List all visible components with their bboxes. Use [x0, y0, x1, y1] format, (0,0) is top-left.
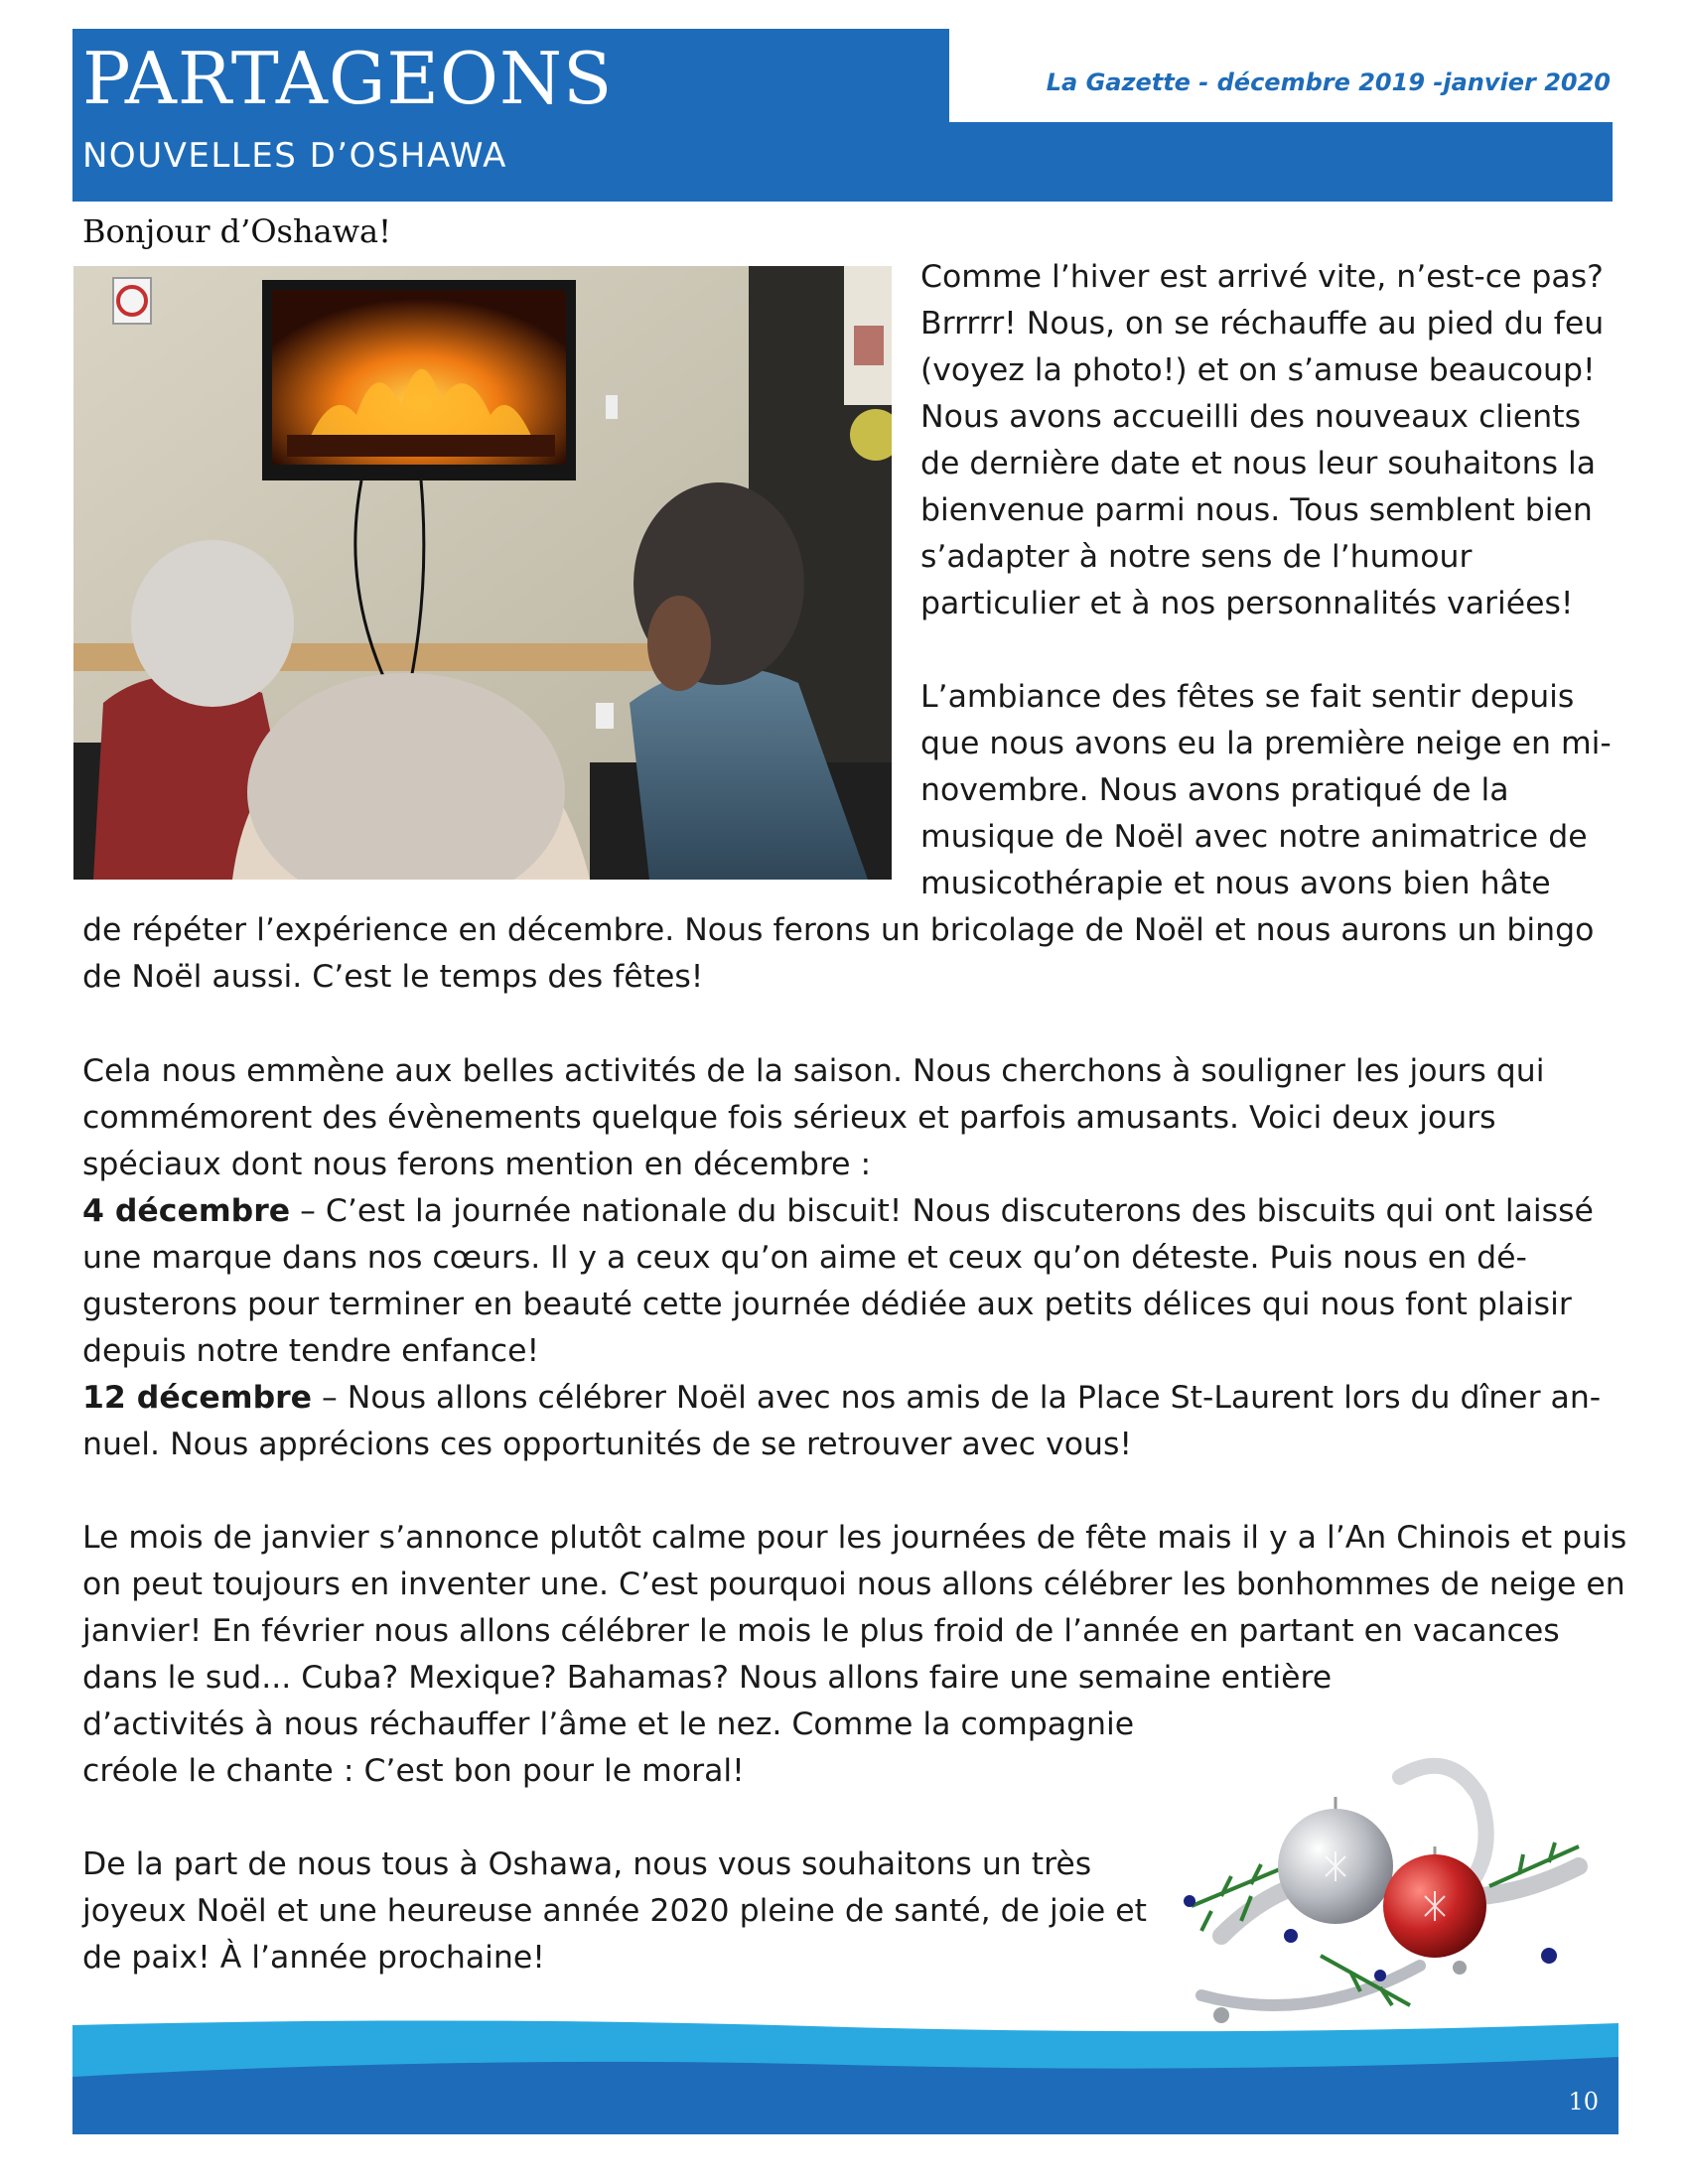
section-subtitle: NOUVELLES D’OSHAWA — [82, 136, 507, 176]
date-label-dec-12: 12 décembre — [82, 1380, 313, 1416]
article-paragraph-1: Comme l’hiver est arrivé vite, n’est-ce pas? Brrrrr! Nous, on se réchauffe au pied du feu (voyez la photo!) et on s’amuse beaucoup! Nous avons accueilli des nouveaux clients de dernière date et nous leur souhaitons la bienvenue parmi nous. Tous semblent bien s’adapter à notre sens de l’humour particulier et à nos personnalités variées! — [920, 259, 1605, 621]
footer-wave-band — [72, 2015, 1618, 2134]
date-label-dec-4: 4 décembre — [82, 1193, 291, 1229]
greeting-heading: Bonjour d’Oshawa! — [82, 212, 391, 250]
article-paragraph-2-start: L’ambiance des fêtes se fait sentir depuis que nous avons eu la première neige en mi-novembre. Nous avons pratiqué de la musique de Noël avec notre animatrice de musicothérapie et nous avons bien hâte — [920, 679, 1612, 901]
page-title: PARTAGEONS — [82, 37, 614, 120]
page-number: 10 — [1568, 2088, 1599, 2116]
article-paragraph-2-end: de répéter l’expérience en décembre. Nous ferons un bricolage de Noël et nous aurons un bingo de Noël aussi. C’est le temps des fêtes! — [82, 912, 1595, 995]
article-paragraph-4-end: d’activités à nous réchauffer l’âme et le nez. Comme la compagnie créole le chante : C’est bon pour le moral! — [82, 1706, 1135, 1789]
fireplace-photo — [73, 266, 892, 880]
date-text-dec-12: – Nous allons célébrer Noël avec nos amis de la Place St-Laurent lors du dîner an-nuel. Nous apprécions ces opportunités de se retrouver avec vous! — [82, 1380, 1602, 1462]
gazette-issue-label: La Gazette - décembre 2019 -janvier 2020 — [1046, 68, 1611, 96]
article-paragraph-4-start: Le mois de janvier s’annonce plutôt calme pour les journées de fête mais il y a l’An Chinois et puis on peut toujours en inventer une. C’est pourquoi nous allons célébrer les bonhommes de neige en janvier! En février nous allons célébrer le mois le plus froid de l’année en partant en vacances dans le sud... Cuba? Mexique? Bahamas? Nous allons faire une semaine entière — [82, 1520, 1627, 1696]
special-days-intro: Cela nous emmène aux belles activités de la saison. Nous cherchons à souligner les jours qui commémorent des évènements quelque fois sérieux et parfois amusants. Voici deux jours spéciaux dont nous ferons mention en décembre : — [82, 1053, 1545, 1182]
article-paragraph-5: De la part de nous tous à Oshawa, nous vous souhaitons un très joyeux Noël et une heureuse année 2020 pleine de santé, de joie et de paix! À l’année prochaine! — [82, 1846, 1147, 1976]
christmas-ornament-icon — [1162, 1737, 1628, 2035]
date-text-dec-4: – C’est la journée nationale du biscuit! Nous discuterons des biscuits qui ont laissé une marque dans nos cœurs. Il y a ceux qu’on aime et ceux qu’on déteste. Puis nous en dé-gusterons pour terminer en beauté cette journée dédiée aux petits délices qui nous font plaisir depuis notre tendre enfance! — [82, 1193, 1594, 1369]
article-paragraph-3 — [82, 1048, 1631, 1468]
fireplace-photo-image — [73, 266, 892, 880]
